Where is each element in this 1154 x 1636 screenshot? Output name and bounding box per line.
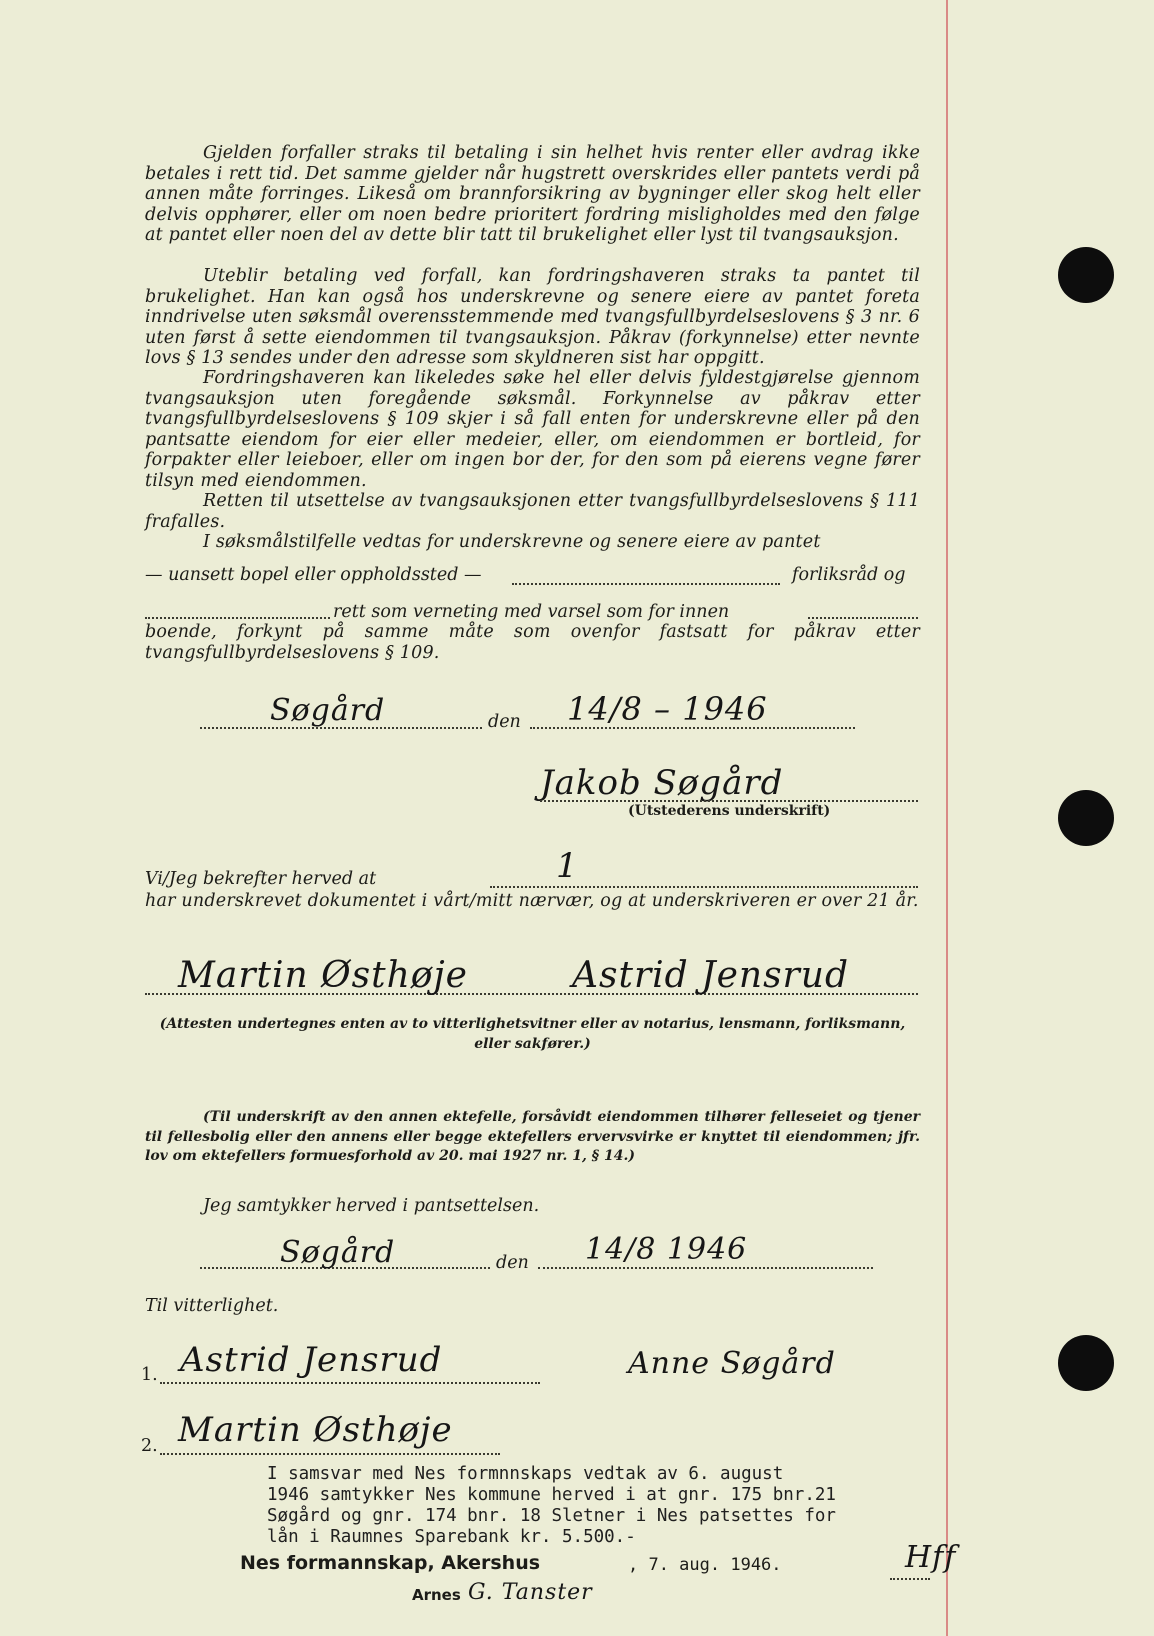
council-initials: Hff (905, 1540, 957, 1575)
issuer-signature: Jakob Søgård (540, 763, 784, 803)
punch-hole-middle (1058, 790, 1114, 846)
witness-number-2: 2. (141, 1436, 158, 1456)
clause-collection: Uteblir betaling ved forfall, kan fordringshaveren straks ta pantet til brukelighet. Han kan også hos underskrevne og senere eiere av pantet foreta inndrivelse uten søksmål overensstemmende med tvangsfullbyrdelseslovens § 3 nr. 6 uten først å sette eiendommen til tvangsauksjon. Påkrav (forkynnelse) etter nevnte lovs § 13 sendes under den adresse som skyldneren sist har oppgitt. (145, 266, 920, 368)
witness-number-1: 1. (141, 1365, 158, 1385)
spouse-note: (Til underskrift av den annen ektefelle, forsåvidt eiendommen tilhører felleseiet og tjener til fellesbolig eller den annens eller begge ektefellers ervervsvirke er knyttet til eiendommen; jfr. lov om ektefellers formuesforhold av 20. mai 1927 nr. 1, § 14.) (145, 1109, 920, 1164)
witness-count-line (490, 886, 918, 888)
witness-signature-2: Astrid Jensrud (572, 955, 849, 996)
council-stamp-sub: Arnes (412, 1586, 461, 1604)
spouse-date-line (538, 1267, 873, 1269)
witness-label: Til vitterlighet. (145, 1296, 279, 1316)
council-stamp: Nes formannskap, Akershus (240, 1552, 541, 1574)
clause-venue: I søksmålstilfelle vedtas for underskrevne og senere eiere av pantet (203, 532, 821, 552)
witness-note: (Attesten undertegnes enten av to vitterlighetsvitner eller av notarius, lensmann, forliksmann, eller sakfører.) (159, 1016, 906, 1052)
witness-count: 1 (556, 846, 579, 886)
venue-tail: boende, forkynt på samme måte som ovenfor fastsatt for påkrav etter tvangsfullbyrdelseslovens § 109. (145, 622, 920, 663)
clause-default: Gjelden forfaller straks til betaling i sin helhet hvis renter eller avdrag ikke betales i rett tid. Det samme gjelder når hugstrett overskrides eller pantets verdi på annen måte forringes. Likeså om brannforsikring av bygninger eller skog helt eller delvis opphører, eller om noen bedre prioritert fordring misligholdes med den følge at pantet eller noen del av dette blir tatt til brukelighet eller lyst til tvangsauksjon. (145, 143, 920, 245)
issuer-signature-line (540, 800, 918, 802)
council-stamp-date: , 7. aug. 1946. (628, 1555, 782, 1575)
witness-1-line (160, 1382, 540, 1384)
spouse-consent: Jeg samtykker herved i pantsettelsen. (203, 1196, 540, 1216)
venue-blank-3 (808, 617, 918, 619)
venue-line2-mid: rett som verneting med varsel som for innen (333, 602, 730, 622)
spouse-place: Søgård (280, 1235, 396, 1270)
margin-line (946, 0, 948, 1636)
venue-line1-start: — uansett bopel eller oppholdssted — (145, 565, 482, 585)
council-consent-text: I samsvar med Nes formnnskaps vedtak av 6. august 1946 samtykker Nes kommune herved i at gnr. 175 bnr.21 Søgård og gnr. 174 bnr. 18 Sletner i Nes patsettes for lån i Raumnes Sparebank kr. 5.500.- (267, 1464, 836, 1547)
spouse-den: den (496, 1253, 529, 1273)
council-signature-line (890, 1578, 930, 1580)
clause-deferral: Retten til utsettelse av tvangsauksjonen etter tvangsfullbyrdelseslovens § 111 frafalles. (145, 491, 920, 532)
witness-confirm-start: Vi/Jeg bekrefter herved at (145, 869, 377, 889)
issuer-place: Søgård (270, 693, 386, 728)
punch-hole-top (1058, 247, 1114, 303)
spouse-date: 14/8 1946 (585, 1232, 748, 1267)
venue-line1-end: forliksråd og (792, 565, 906, 585)
issuer-den: den (488, 712, 521, 732)
issuer-date: 14/8 – 1946 (567, 690, 768, 728)
venue-blank-2 (145, 617, 330, 619)
council-signature: G. Tanster (468, 1580, 593, 1605)
spouse-signature: Anne Søgård (628, 1346, 836, 1381)
witness-1-signature: Astrid Jensrud (180, 1340, 443, 1380)
issuer-caption: (Utstederens underskrift) (628, 803, 831, 819)
witness-signature-1: Martin Østhøje (178, 955, 468, 996)
punch-hole-bottom (1058, 1335, 1114, 1391)
witness-2-line (160, 1453, 500, 1455)
witness-confirm-rest: har underskrevet dokumentet i vårt/mitt nærvær, og at underskriveren er over 21 år. (145, 891, 919, 911)
venue-blank-1 (512, 583, 780, 585)
witness-2-signature: Martin Østhøje (178, 1410, 453, 1450)
clause-auction: Fordringshaveren kan likeledes søke hel eller delvis fyldestgjørelse gjennom tvangsauksjon uten foregående søksmål. Forkynnelse av påkrav etter tvangsfullbyrdelseslovens § 109 skjer i så fall enten for underskrevne eller på den pantsatte eiendom for eier eller medeier, eller, om eiendommen er bortleid, for forpakter eller leieboer, eller om ingen bor der, for den som på eierens vegne fører tilsyn med eiendommen. (145, 368, 920, 491)
